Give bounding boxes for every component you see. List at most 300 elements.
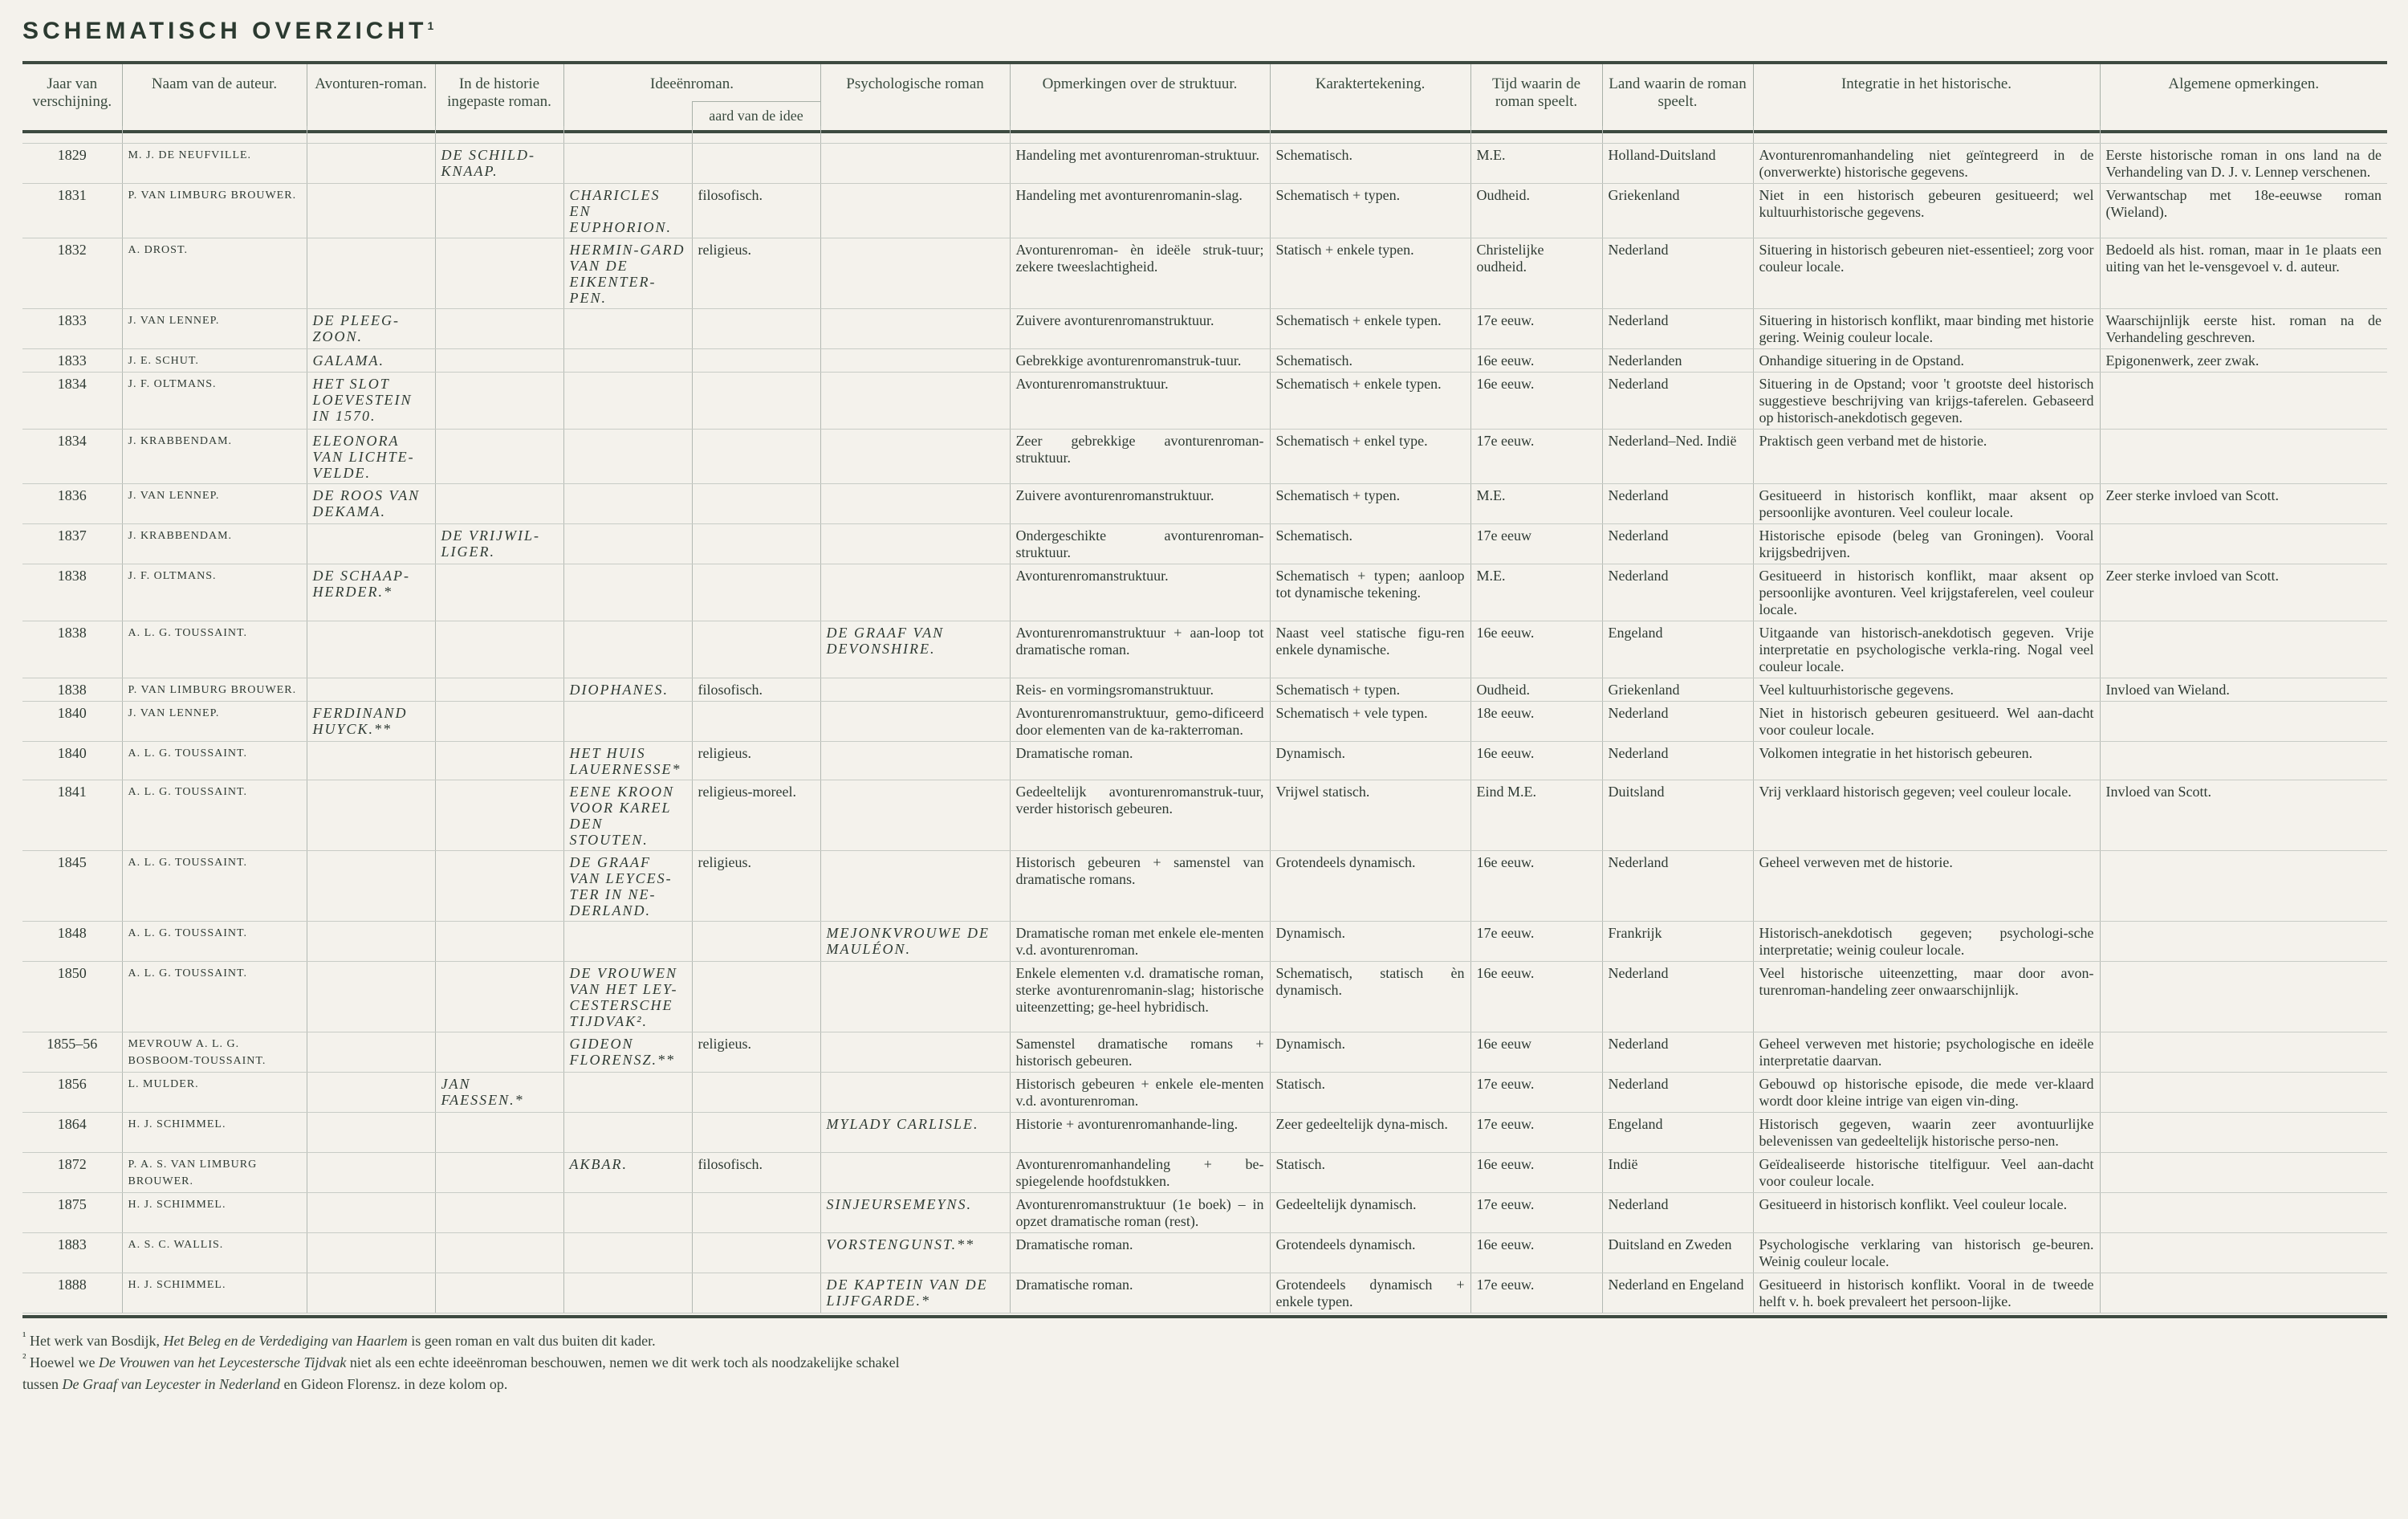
opmerkingen-cell: Waarschijnlijk eerste hist. roman na de Verhandeling geschreven.	[2100, 309, 2387, 349]
footnote-pre: tussen	[22, 1376, 63, 1392]
table-row	[22, 484, 2387, 524]
land-cell: Holland-Duitsland	[1602, 144, 1753, 184]
year-cell: 1829	[22, 144, 122, 184]
psychologische-roman-cell	[820, 373, 1010, 430]
aard-cell: religieus.	[692, 238, 820, 309]
tijd-cell: 16e eeuw.	[1470, 962, 1602, 1032]
avonturenroman-cell	[307, 678, 435, 702]
aard-cell: filosofisch.	[692, 1153, 820, 1193]
footnote-pre: Het werk van Bosdijk,	[30, 1333, 164, 1349]
year-cell: 1834	[22, 430, 122, 484]
avonturenroman-cell	[307, 1153, 435, 1193]
historie-cell	[435, 1233, 563, 1273]
year-cell: 1838	[22, 621, 122, 678]
historie-cell	[435, 962, 563, 1032]
spacer-row	[22, 126, 2387, 144]
psychologische-roman-cell	[820, 702, 1010, 742]
opmerkingen-cell: Zeer sterke invloed van Scott.	[2100, 484, 2387, 524]
avonturenroman-cell	[307, 238, 435, 309]
tijd-cell: 17e eeuw.	[1470, 1073, 1602, 1113]
psychologische-roman-cell	[820, 349, 1010, 373]
avonturenroman-cell: HET SLOT LOEVESTEIN IN 1570.	[307, 373, 435, 430]
year-cell: 1831	[22, 184, 122, 238]
opmerkingen-cell	[2100, 1273, 2387, 1313]
opmerkingen-cell: Zeer sterke invloed van Scott.	[2100, 564, 2387, 621]
tijd-cell: 16e eeuw.	[1470, 1233, 1602, 1273]
integratie-cell: Uitgaande van historisch-anekdotisch gegeven. Vrije interpretatie en psychologische verkla-ring. Nogal veel couleur locale.	[1753, 621, 2100, 678]
aard-cell	[692, 1113, 820, 1153]
table-row	[22, 780, 2387, 851]
author-cell: M. J. DE NEUFVILLE.	[122, 144, 307, 184]
historie-cell: DE SCHILD-KNAAP.	[435, 144, 563, 184]
psychologische-roman-cell	[820, 962, 1010, 1032]
historie-cell	[435, 1113, 563, 1153]
land-cell: Nederland	[1602, 702, 1753, 742]
land-cell: Nederland	[1602, 1073, 1753, 1113]
opmerkingen-cell	[2100, 1032, 2387, 1073]
land-cell: Nederland	[1602, 742, 1753, 780]
psychologische-roman-cell	[820, 184, 1010, 238]
struktuur-cell: Samenstel dramatische romans + historisch gebeuren.	[1010, 1032, 1270, 1073]
struktuur-cell: Handeling met avonturenroman-struktuur.	[1010, 144, 1270, 184]
avonturenroman-cell	[307, 144, 435, 184]
footnote	[22, 1350, 1949, 1371]
table-row	[22, 309, 2387, 349]
integratie-cell: Volkomen integratie in het historisch gebeuren.	[1753, 742, 2100, 780]
year-cell: 1850	[22, 962, 122, 1032]
aard-cell: religieus.	[692, 742, 820, 780]
page-title: SCHEMATISCH OVERZICHT$^1$	[22, 18, 434, 44]
author-cell: J. VAN LENNEP.	[122, 702, 307, 742]
psychologische-roman-cell	[820, 309, 1010, 349]
year-cell: 1833	[22, 349, 122, 373]
land-cell: Nederland	[1602, 309, 1753, 349]
ideeenroman-cell	[563, 144, 692, 184]
author-cell: J. KRABBENDAM.	[122, 430, 307, 484]
footnotes	[22, 1328, 1949, 1393]
historie-cell	[435, 742, 563, 780]
aard-cell: religieus.	[692, 851, 820, 922]
table-row	[22, 1233, 2387, 1273]
footnote-post: en Gideon Florensz. in deze kolom op.	[279, 1376, 508, 1392]
ideeenroman-cell	[563, 621, 692, 678]
tijd-cell: 17e eeuw.	[1470, 922, 1602, 962]
year-cell: 1855–56	[22, 1032, 122, 1073]
karaktertekening-cell: Schematisch + typen.	[1270, 678, 1470, 702]
year-cell: 1875	[22, 1193, 122, 1233]
opmerkingen-cell: Epigonenwerk, zeer zwak.	[2100, 349, 2387, 373]
integratie-cell: Niet in historisch gebeuren gesitueerd. Wel aan-dacht voor couleur locale.	[1753, 702, 2100, 742]
ideeenroman-cell: DIOPHANES.	[563, 678, 692, 702]
footnote	[22, 1328, 1949, 1350]
struktuur-cell: Zeer gebrekkige avonturenroman-struktuur.	[1010, 430, 1270, 484]
author-cell: J. F. OLTMANS.	[122, 373, 307, 430]
karaktertekening-cell: Naast veel statische figu-ren enkele dynamische.	[1270, 621, 1470, 678]
karaktertekening-cell: Schematisch + enkel type.	[1270, 430, 1470, 484]
ideeenroman-cell	[563, 564, 692, 621]
col-header-tijd: Tijd waarin de roman speelt.	[1470, 64, 1602, 126]
opmerkingen-cell	[2100, 742, 2387, 780]
author-cell: P. VAN LIMBURG BROUWER.	[122, 678, 307, 702]
land-cell: Nederland	[1602, 1193, 1753, 1233]
tijd-cell: M.E.	[1470, 144, 1602, 184]
aard-cell	[692, 373, 820, 430]
karaktertekening-cell: Grotendeels dynamisch.	[1270, 851, 1470, 922]
author-cell: A. L. G. TOUSSAINT.	[122, 962, 307, 1032]
historie-cell	[435, 184, 563, 238]
tijd-cell: Eind M.E.	[1470, 780, 1602, 851]
author-cell: A. DROST.	[122, 238, 307, 309]
tijd-cell: 17e eeuw.	[1470, 1273, 1602, 1313]
opmerkingen-cell: Verwantschap met 18e-eeuwse roman (Wieland).	[2100, 184, 2387, 238]
psychologische-roman-cell	[820, 742, 1010, 780]
opmerkingen-cell	[2100, 430, 2387, 484]
tijd-cell: 16e eeuw.	[1470, 349, 1602, 373]
karaktertekening-cell: Grotendeels dynamisch + enkele typen.	[1270, 1273, 1470, 1313]
opmerkingen-cell: Invloed van Scott.	[2100, 780, 2387, 851]
col-header-land: Land waarin de roman speelt.	[1602, 64, 1753, 126]
col-header-struktuur: Opmerkingen over de struktuur.	[1010, 64, 1270, 126]
footnote-mark: ²	[22, 1352, 26, 1365]
avonturenroman-cell	[307, 851, 435, 922]
karaktertekening-cell: Schematisch + typen.	[1270, 484, 1470, 524]
avonturenroman-cell	[307, 922, 435, 962]
table-body	[22, 126, 2387, 1313]
historie-cell	[435, 373, 563, 430]
avonturenroman-cell	[307, 184, 435, 238]
psychologische-roman-cell	[820, 780, 1010, 851]
ideeenroman-cell: HERMIN-GARD VAN DE EIKENTER-PEN.	[563, 238, 692, 309]
integratie-cell: Historisch gegeven, waarin zeer avontuurlijke belevenissen van gedeeltelijk historische perso-nen.	[1753, 1113, 2100, 1153]
integratie-cell: Geheel verweven met de historie.	[1753, 851, 2100, 922]
integratie-cell: Avonturenromanhandeling niet geïntegreerd in de (onverwerkte) historische gegevens.	[1753, 144, 2100, 184]
integratie-cell: Gesitueerd in historisch konflikt, maar aksent op persoonlijke avonturen. Veel krijgstaferelen, veel couleur locale.	[1753, 564, 2100, 621]
author-cell: P. VAN LIMBURG BROUWER.	[122, 184, 307, 238]
karaktertekening-cell: Schematisch + enkele typen.	[1270, 309, 1470, 349]
aard-cell	[692, 349, 820, 373]
opmerkingen-cell	[2100, 524, 2387, 564]
historie-cell	[435, 851, 563, 922]
year-cell: 1872	[22, 1153, 122, 1193]
table-row	[22, 373, 2387, 430]
historie-cell	[435, 1153, 563, 1193]
land-cell: Frankrijk	[1602, 922, 1753, 962]
land-cell: Nederland en Engeland	[1602, 1273, 1753, 1313]
author-cell: P. A. S. VAN LIMBURG BROUWER.	[122, 1153, 307, 1193]
author-cell: J. VAN LENNEP.	[122, 484, 307, 524]
land-cell: Duitsland en Zweden	[1602, 1233, 1753, 1273]
avonturenroman-cell	[307, 1032, 435, 1073]
year-cell: 1838	[22, 564, 122, 621]
footnote-pre: Hoewel we	[30, 1354, 99, 1370]
opmerkingen-cell	[2100, 922, 2387, 962]
col-header-opmerkingen: Algemene opmerkingen.	[2100, 64, 2387, 126]
historie-cell	[435, 564, 563, 621]
struktuur-cell: Avonturenromanstruktuur, gemo-dificeerd door elementen van de ka-rakterroman.	[1010, 702, 1270, 742]
tijd-cell: Christelijke oudheid.	[1470, 238, 1602, 309]
karaktertekening-cell: Statisch.	[1270, 1153, 1470, 1193]
idee-title-subcell	[563, 102, 692, 127]
struktuur-cell: Historie + avonturenromanhande-ling.	[1010, 1113, 1270, 1153]
integratie-cell: Situering in historisch konflikt, maar binding met historie gering. Weinig couleur locale.	[1753, 309, 2100, 349]
land-cell: Nederland	[1602, 564, 1753, 621]
karaktertekening-cell: Schematisch, statisch èn dynamisch.	[1270, 962, 1470, 1032]
footnote-mark: ¹	[22, 1330, 26, 1343]
land-cell: Nederland	[1602, 524, 1753, 564]
opmerkingen-cell	[2100, 1073, 2387, 1113]
tijd-cell: 16e eeuw.	[1470, 373, 1602, 430]
ideeenroman-cell: EENE KROON VOOR KAREL DEN STOUTEN.	[563, 780, 692, 851]
struktuur-cell: Historisch gebeuren + samenstel van dramatische romans.	[1010, 851, 1270, 922]
land-cell: Nederland	[1602, 373, 1753, 430]
aard-cell	[692, 621, 820, 678]
opmerkingen-cell: Bedoeld als hist. roman, maar in 1e plaats een uiting van het le-vensgevoel v. d. auteur.	[2100, 238, 2387, 309]
aard-cell: religieus-moreel.	[692, 780, 820, 851]
integratie-cell: Gebouwd op historische episode, die mede ver-klaard wordt door kleine intrige van eigen vin-ding.	[1753, 1073, 2100, 1113]
ideeenroman-cell	[563, 1233, 692, 1273]
ideeenroman-cell	[563, 1193, 692, 1233]
karaktertekening-cell: Schematisch.	[1270, 349, 1470, 373]
aard-cell: religieus.	[692, 1032, 820, 1073]
table-row	[22, 851, 2387, 922]
year-cell: 1888	[22, 1273, 122, 1313]
table-row	[22, 238, 2387, 309]
struktuur-cell: Gebrekkige avonturenromanstruk-tuur.	[1010, 349, 1270, 373]
table-row	[22, 1273, 2387, 1313]
year-cell: 1856	[22, 1073, 122, 1113]
karaktertekening-cell: Statisch.	[1270, 1073, 1470, 1113]
year-cell: 1834	[22, 373, 122, 430]
year-cell: 1840	[22, 702, 122, 742]
author-cell: H. J. SCHIMMEL.	[122, 1273, 307, 1313]
table-row	[22, 621, 2387, 678]
author-cell: J. KRABBENDAM.	[122, 524, 307, 564]
historie-cell	[435, 780, 563, 851]
tijd-cell: 16e eeuw.	[1470, 621, 1602, 678]
tijd-cell: 18e eeuw.	[1470, 702, 1602, 742]
table-row	[22, 702, 2387, 742]
year-cell: 1848	[22, 922, 122, 962]
aard-cell	[692, 1273, 820, 1313]
tijd-cell: 17e eeuw	[1470, 524, 1602, 564]
psychologische-roman-cell: DE KAPTEIN VAN DE LIJFGARDE.*	[820, 1273, 1010, 1313]
ideeenroman-cell	[563, 349, 692, 373]
historie-cell	[435, 702, 563, 742]
karaktertekening-cell: Schematisch + typen; aanloop tot dynamische tekening.	[1270, 564, 1470, 621]
aard-cell: filosofisch.	[692, 678, 820, 702]
header-row	[22, 64, 2387, 102]
aard-cell: filosofisch.	[692, 184, 820, 238]
psychologische-roman-cell	[820, 484, 1010, 524]
historie-cell	[435, 678, 563, 702]
table-row	[22, 678, 2387, 702]
ideeenroman-cell	[563, 524, 692, 564]
year-cell: 1845	[22, 851, 122, 922]
col-header-author: Naam van de auteur.	[122, 64, 307, 126]
author-cell: J. VAN LENNEP.	[122, 309, 307, 349]
avonturenroman-cell: DE ROOS VAN DEKAMA.	[307, 484, 435, 524]
land-cell: Duitsland	[1602, 780, 1753, 851]
aard-cell	[692, 922, 820, 962]
bottom-rule	[22, 1315, 2387, 1318]
integratie-cell: Historisch-anekdotisch gegeven; psychologi-sche interpretatie; weinig couleur locale.	[1753, 922, 2100, 962]
col-header-integratie: Integratie in het historische.	[1753, 64, 2100, 126]
tijd-cell: 16e eeuw	[1470, 1032, 1602, 1073]
karaktertekening-cell: Schematisch.	[1270, 144, 1470, 184]
historie-cell	[435, 1193, 563, 1233]
tijd-cell: M.E.	[1470, 484, 1602, 524]
historie-cell	[435, 922, 563, 962]
ideeenroman-cell	[563, 1073, 692, 1113]
historie-cell	[435, 484, 563, 524]
struktuur-cell: Handeling met avonturenromanin-slag.	[1010, 184, 1270, 238]
karaktertekening-cell: Schematisch.	[1270, 524, 1470, 564]
ideeenroman-cell	[563, 1113, 692, 1153]
tijd-cell: 16e eeuw.	[1470, 851, 1602, 922]
opmerkingen-cell	[2100, 373, 2387, 430]
struktuur-cell: Zuivere avonturenromanstruktuur.	[1010, 484, 1270, 524]
aard-cell	[692, 484, 820, 524]
historie-cell	[435, 430, 563, 484]
psychologische-roman-cell	[820, 1153, 1010, 1193]
historie-cell	[435, 309, 563, 349]
tijd-cell: 17e eeuw.	[1470, 1113, 1602, 1153]
struktuur-cell: Dramatische roman met enkele ele-menten v.d. avonturenroman.	[1010, 922, 1270, 962]
psychologische-roman-cell: MEJONKVROUWE DE MAULÉON.	[820, 922, 1010, 962]
psychologische-roman-cell: SINJEURSEMEYNS.	[820, 1193, 1010, 1233]
table-row	[22, 144, 2387, 184]
land-cell: Griekenland	[1602, 184, 1753, 238]
struktuur-cell: Avonturenroman- èn ideële struk-tuur; zekere tweeslachtigheid.	[1010, 238, 1270, 309]
col-header-ideeenroman: Ideeënroman.	[563, 64, 820, 102]
tijd-cell: 17e eeuw.	[1470, 309, 1602, 349]
struktuur-cell: Dramatische roman.	[1010, 1273, 1270, 1313]
table-row	[22, 962, 2387, 1032]
ideeenroman-cell: DE GRAAF VAN LEYCES-TER IN NE-DERLAND.	[563, 851, 692, 922]
land-cell: Nederland	[1602, 238, 1753, 309]
aard-cell	[692, 430, 820, 484]
year-cell: 1832	[22, 238, 122, 309]
ideeenroman-cell: HET HUIS LAUERNESSE*	[563, 742, 692, 780]
author-cell: A. L. G. TOUSSAINT.	[122, 742, 307, 780]
karaktertekening-cell: Schematisch + enkele typen.	[1270, 373, 1470, 430]
psychologische-roman-cell	[820, 524, 1010, 564]
avonturenroman-cell	[307, 1233, 435, 1273]
table-row	[22, 922, 2387, 962]
avonturenroman-cell	[307, 1073, 435, 1113]
footnote-italic: De Graaf van Leycester in Nederland	[62, 1376, 280, 1392]
avonturenroman-cell: GALAMA.	[307, 349, 435, 373]
ideeenroman-cell	[563, 1273, 692, 1313]
struktuur-cell: Reis- en vormingsromanstruktuur.	[1010, 678, 1270, 702]
opmerkingen-cell	[2100, 702, 2387, 742]
avonturenroman-cell	[307, 742, 435, 780]
col-header-year: Jaar van verschijning.	[32, 75, 112, 110]
aard-cell	[692, 524, 820, 564]
opmerkingen-cell	[2100, 621, 2387, 678]
karaktertekening-cell: Dynamisch.	[1270, 922, 1470, 962]
tijd-cell: 17e eeuw.	[1470, 1193, 1602, 1233]
integratie-cell: Situering in historisch gebeuren niet-essentieel; zorg voor couleur locale.	[1753, 238, 2100, 309]
karaktertekening-cell: Schematisch + typen.	[1270, 184, 1470, 238]
table-row	[22, 1153, 2387, 1193]
author-cell: A. S. C. WALLIS.	[122, 1233, 307, 1273]
avonturenroman-cell	[307, 1273, 435, 1313]
land-cell: Nederland	[1602, 851, 1753, 922]
integratie-cell: Historische episode (beleg van Groningen). Vooral krijgsbedrijven.	[1753, 524, 2100, 564]
footnote-italic: De Vrouwen van het Leycestersche Tijdvak	[98, 1354, 347, 1370]
struktuur-cell: Enkele elementen v.d. dramatische roman, sterke avonturenromanin-slag; historische uiteenzetting; ge-heel hybridisch.	[1010, 962, 1270, 1032]
avonturenroman-cell	[307, 1113, 435, 1153]
psychologische-roman-cell: VORSTENGUNST.**	[820, 1233, 1010, 1273]
col-header-karaktertekening: Karaktertekening.	[1270, 64, 1470, 126]
integratie-cell: Gesitueerd in historisch konflikt, maar aksent op persoonlijke avonturen. Veel couleur locale.	[1753, 484, 2100, 524]
ideeenroman-cell	[563, 922, 692, 962]
psychologische-roman-cell	[820, 430, 1010, 484]
avonturenroman-cell: FERDINAND HUYCK.**	[307, 702, 435, 742]
opmerkingen-cell	[2100, 1233, 2387, 1273]
year-cell: 1841	[22, 780, 122, 851]
integratie-cell: Geïdealiseerde historische titelfiguur. Veel aan-dacht voor couleur locale.	[1753, 1153, 2100, 1193]
table-row	[22, 1073, 2387, 1113]
author-cell: L. MULDER.	[122, 1073, 307, 1113]
land-cell: Nederland	[1602, 1032, 1753, 1073]
karaktertekening-cell: Statisch + enkele typen.	[1270, 238, 1470, 309]
author-cell: MEVROUW A. L. G. BOSBOOM-TOUSSAINT.	[122, 1032, 307, 1073]
year-cell: 1840	[22, 742, 122, 780]
avonturenroman-cell: DE SCHAAP-HERDER.*	[307, 564, 435, 621]
struktuur-cell: Avonturenromanstruktuur.	[1010, 564, 1270, 621]
ideeenroman-cell	[563, 484, 692, 524]
historie-cell: DE VRIJWIL-LIGER.	[435, 524, 563, 564]
col-header-avonturenroman: Avonturen-roman.	[307, 64, 435, 126]
aard-cell	[692, 702, 820, 742]
footnote-post: niet als een echte ideeënroman beschouwen, nemen we dit werk toch als noodzakelijke schakel	[346, 1354, 900, 1370]
opmerkingen-cell: Invloed van Wieland.	[2100, 678, 2387, 702]
avonturenroman-cell	[307, 621, 435, 678]
opmerkingen-cell	[2100, 851, 2387, 922]
struktuur-cell: Dramatische roman.	[1010, 1233, 1270, 1273]
tijd-cell: 17e eeuw.	[1470, 430, 1602, 484]
author-cell: J. E. SCHUT.	[122, 349, 307, 373]
aard-cell	[692, 1193, 820, 1233]
struktuur-cell: Zuivere avonturenromanstruktuur.	[1010, 309, 1270, 349]
avonturenroman-cell: ELEONORA VAN LICHTE-VELDE.	[307, 430, 435, 484]
struktuur-cell: Avonturenromanstruktuur.	[1010, 373, 1270, 430]
karaktertekening-cell: Grotendeels dynamisch.	[1270, 1233, 1470, 1273]
opmerkingen-cell	[2100, 1193, 2387, 1233]
table-row	[22, 349, 2387, 373]
integratie-cell: Geheel verweven met historie; psychologische en ideële interpretatie daarvan.	[1753, 1032, 2100, 1073]
land-cell: Nederland	[1602, 484, 1753, 524]
aard-cell	[692, 144, 820, 184]
historie-cell	[435, 238, 563, 309]
year-cell: 1883	[22, 1233, 122, 1273]
struktuur-cell: Avonturenromanstruktuur + aan-loop tot dramatische roman.	[1010, 621, 1270, 678]
tijd-cell: 16e eeuw.	[1470, 1153, 1602, 1193]
land-cell: Engeland	[1602, 1113, 1753, 1153]
psychologische-roman-cell	[820, 1032, 1010, 1073]
psychologische-roman-cell	[820, 851, 1010, 922]
psychologische-roman-cell	[820, 238, 1010, 309]
struktuur-cell: Ondergeschikte avonturenroman-struktuur.	[1010, 524, 1270, 564]
psychologische-roman-cell	[820, 1073, 1010, 1113]
historie-cell	[435, 621, 563, 678]
overview-table	[22, 64, 2387, 1313]
karaktertekening-cell: Gedeeltelijk dynamisch.	[1270, 1193, 1470, 1233]
karaktertekening-cell: Dynamisch.	[1270, 1032, 1470, 1073]
year-cell: 1833	[22, 309, 122, 349]
